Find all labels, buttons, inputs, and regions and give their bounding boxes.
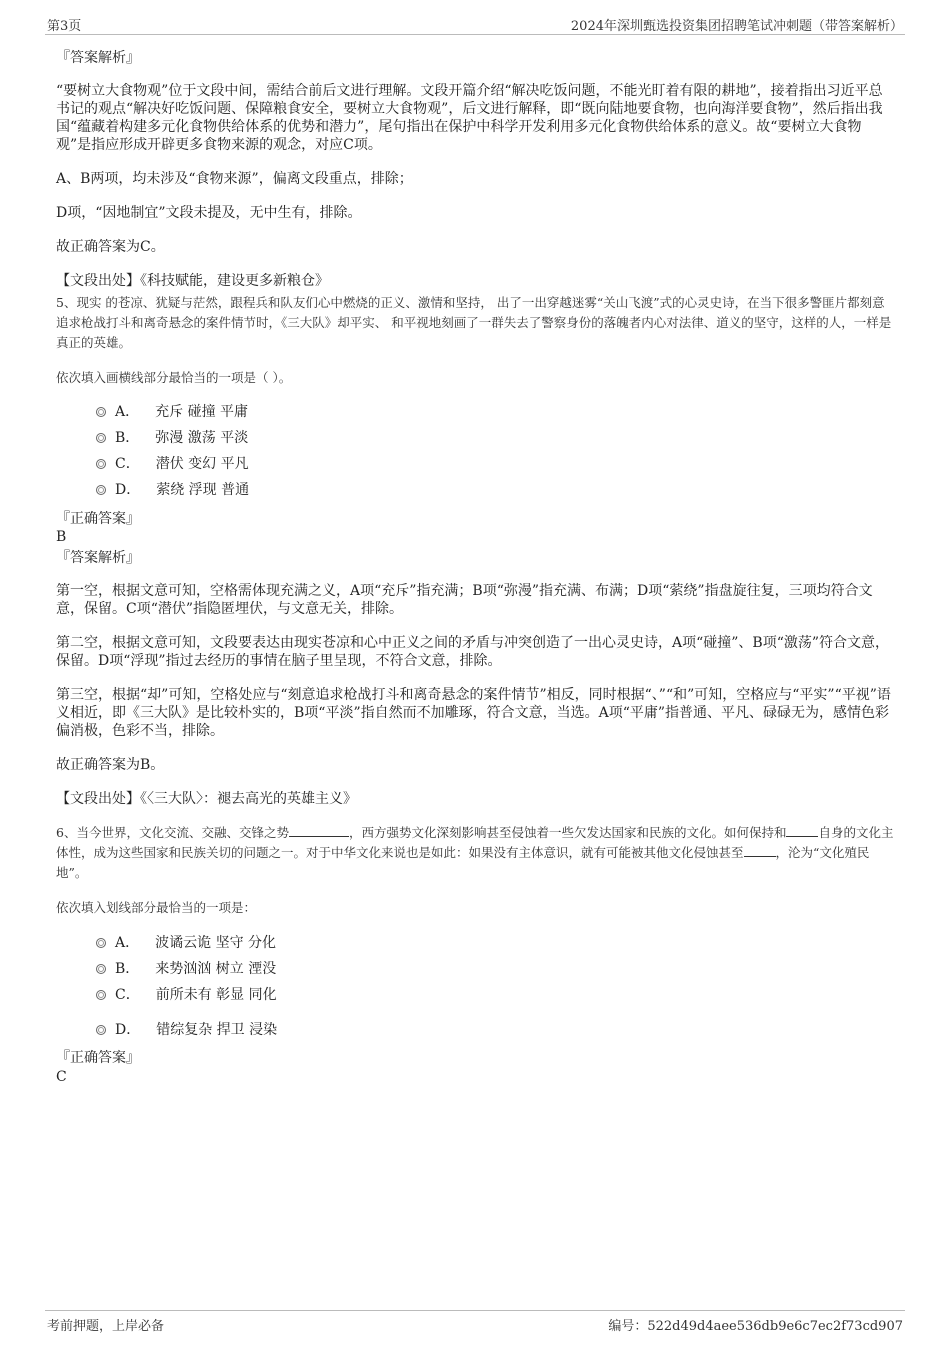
fill-blank-3 (744, 844, 776, 857)
analysis-paragraph: 第三空，根据“却”可知，空格处应与“刻意追求枪战打斗和离奇悬念的案件情节”相反，同时根据“、”“和”可知，空格应与“平实”“平视”语义相近，即《三大队》是比较朴实的，B项“平淡”指自然而不加雕琢，符合文意，当选。A项“平庸”指普通、平凡、碌碌无为，感情色彩偏消极，色彩不当，排除。 (56, 687, 891, 739)
radio-button[interactable] (96, 938, 106, 948)
document-title: 2024年深圳甄选投资集团招聘笔试冲刺题（带答案解析） (570, 19, 903, 34)
option-label: C． (115, 456, 140, 472)
analysis-paragraph: 第一空，根据文意可知，空格需体现充满之义，A项“充斥”指充满；B项“弥漫”指充满、布满；D项“萦绕”指盘旋往复，三项均符合文意，保留。C项“潜伏”指隐匿埋伏，与文意无关，排除。 (56, 583, 873, 617)
option-d[interactable] (96, 481, 249, 499)
page-header (45, 12, 905, 35)
option-d[interactable] (96, 1021, 277, 1039)
option-text: 来势汹汹 树立 湮没 (155, 961, 277, 977)
option-text: 错综复杂 捍卫 浸染 (156, 1022, 278, 1038)
option-c[interactable] (96, 455, 249, 473)
correct-answer: B (56, 529, 67, 545)
radio-button[interactable] (96, 433, 106, 443)
question-stem: 5、现实 的苍凉、犹疑与茫然，跟程兵和队友们心中燃烧的正义、激情和坚持， 出了一出穿越迷雾“关山飞渡”式的心灵史诗，在当下很多警匪片都刻意追求枪战打斗和离奇悬念的案件情节时，《三大队》却平实、 和平视地刻画了一群失去了警察身份的落魄者内心对法律、道义的坚守，这样的人，一样是真正的英雄。 (56, 295, 892, 350)
radio-button[interactable] (96, 459, 106, 469)
passage-source: 【文段出处】《科技赋能，建设更多新粮仓》 (56, 273, 329, 289)
option-label: A． (115, 935, 140, 951)
analysis-paragraph: “要树立大食物观”位于文段中间，需结合前后文进行理解。文段开篇介绍“解决吃饭问题，不能光盯着有限的耕地”，接着指出习近平总书记的观点“解决好吃饭问题、保障粮食安全，要树立大食物观”，后文进行解释，即“既向陆地要食物，也向海洋要食物”，然后指出我国“蕴藏着构建多元化食物供给体系的优势和潜力”，尾句指出在保护中科学开发利用多元化食物供给体系的意义。故“要树立大食物观”是指应形成开辟更多食物来源的观念，对应C项。 (56, 83, 883, 153)
analysis-label: 『答案解析』 (56, 550, 140, 566)
correct-answer: C (56, 1069, 67, 1085)
answer-label: 『正确答案』 (56, 1050, 140, 1066)
analysis-paragraph: A、B两项，均未涉及“食物来源”，偏离文段重点，排除； (56, 171, 413, 187)
stem-text: 6、当今世界，文化交流、交融、交锋之势 (56, 825, 289, 840)
option-text: 前所未有 彰显 同化 (155, 987, 277, 1003)
question-stem (56, 823, 896, 883)
analysis-paragraph: D项，“因地制宜”文段未提及，无中生有，排除。 (56, 205, 362, 221)
stem-text: 自身的文化主体性，成为这些国家和民族关切的问题之一。对于中华文化来说也是如此：如果没有主体意识，就有可能被其他文化侵蚀甚至 (56, 825, 894, 860)
option-text: 萦绕 浮现 普通 (156, 482, 250, 498)
question-prompt: 依次填入划线部分最恰当的一项是： (56, 900, 257, 915)
analysis-conclusion: 故正确答案为B。 (56, 757, 165, 773)
option-c[interactable] (96, 986, 277, 1004)
option-label: D． (115, 482, 141, 498)
option-label: D． (115, 1022, 141, 1038)
option-label: A． (115, 404, 140, 420)
radio-button[interactable] (96, 485, 106, 495)
option-b[interactable] (96, 960, 276, 978)
radio-button[interactable] (96, 1025, 106, 1035)
stem-text: ，西方强势文化深刻影响甚至侵蚀着一些欠发达国家和民族的文化。如何保持和 (348, 825, 787, 840)
analysis-paragraph: 第二空，根据文意可知，文段要表达由现实苍凉和心中正义之间的矛盾与冲突创造了一出心灵史诗，A项“碰撞”、B项“激荡”符合文意，保留。D项“浮现”指过去经历的事情在脑子里呈现，不符合文意，排除。 (56, 635, 890, 669)
page-footer (45, 1310, 905, 1333)
option-text: 波谲云诡 坚守 分化 (155, 935, 277, 951)
passage-source: 【文段出处】《〈三大队〉：褪去高光的英雄主义》 (56, 791, 357, 807)
radio-button[interactable] (96, 407, 106, 417)
radio-button[interactable] (96, 990, 106, 1000)
answer-label: 『正确答案』 (56, 511, 140, 527)
analysis-label: 『答案解析』 (56, 50, 140, 66)
stem-text: ，沦为“文化殖民地”。 (56, 845, 870, 880)
document-id: 编号：522d49d4aee536db9e6c7ec2f73cd907 (608, 1319, 903, 1334)
option-a[interactable] (96, 403, 248, 421)
option-text: 潜伏 变幻 平凡 (155, 456, 249, 472)
radio-button[interactable] (96, 964, 106, 974)
option-text: 充斥 碰撞 平庸 (155, 404, 249, 420)
question-prompt: 依次填入画横线部分最恰当的一项是（ ）。 (56, 370, 292, 385)
page-number: 第3页 (47, 19, 82, 34)
option-label: B． (115, 430, 140, 446)
fill-blank-2 (786, 824, 818, 837)
option-label: B． (115, 961, 140, 977)
option-b[interactable] (96, 429, 248, 447)
option-label: C． (115, 987, 140, 1003)
option-a[interactable] (96, 934, 276, 952)
analysis-conclusion: 故正确答案为C。 (56, 239, 165, 255)
fill-blank-1 (289, 824, 349, 837)
option-text: 弥漫 激荡 平淡 (155, 430, 249, 446)
footer-slogan: 考前押题，上岸必备 (47, 1319, 165, 1334)
